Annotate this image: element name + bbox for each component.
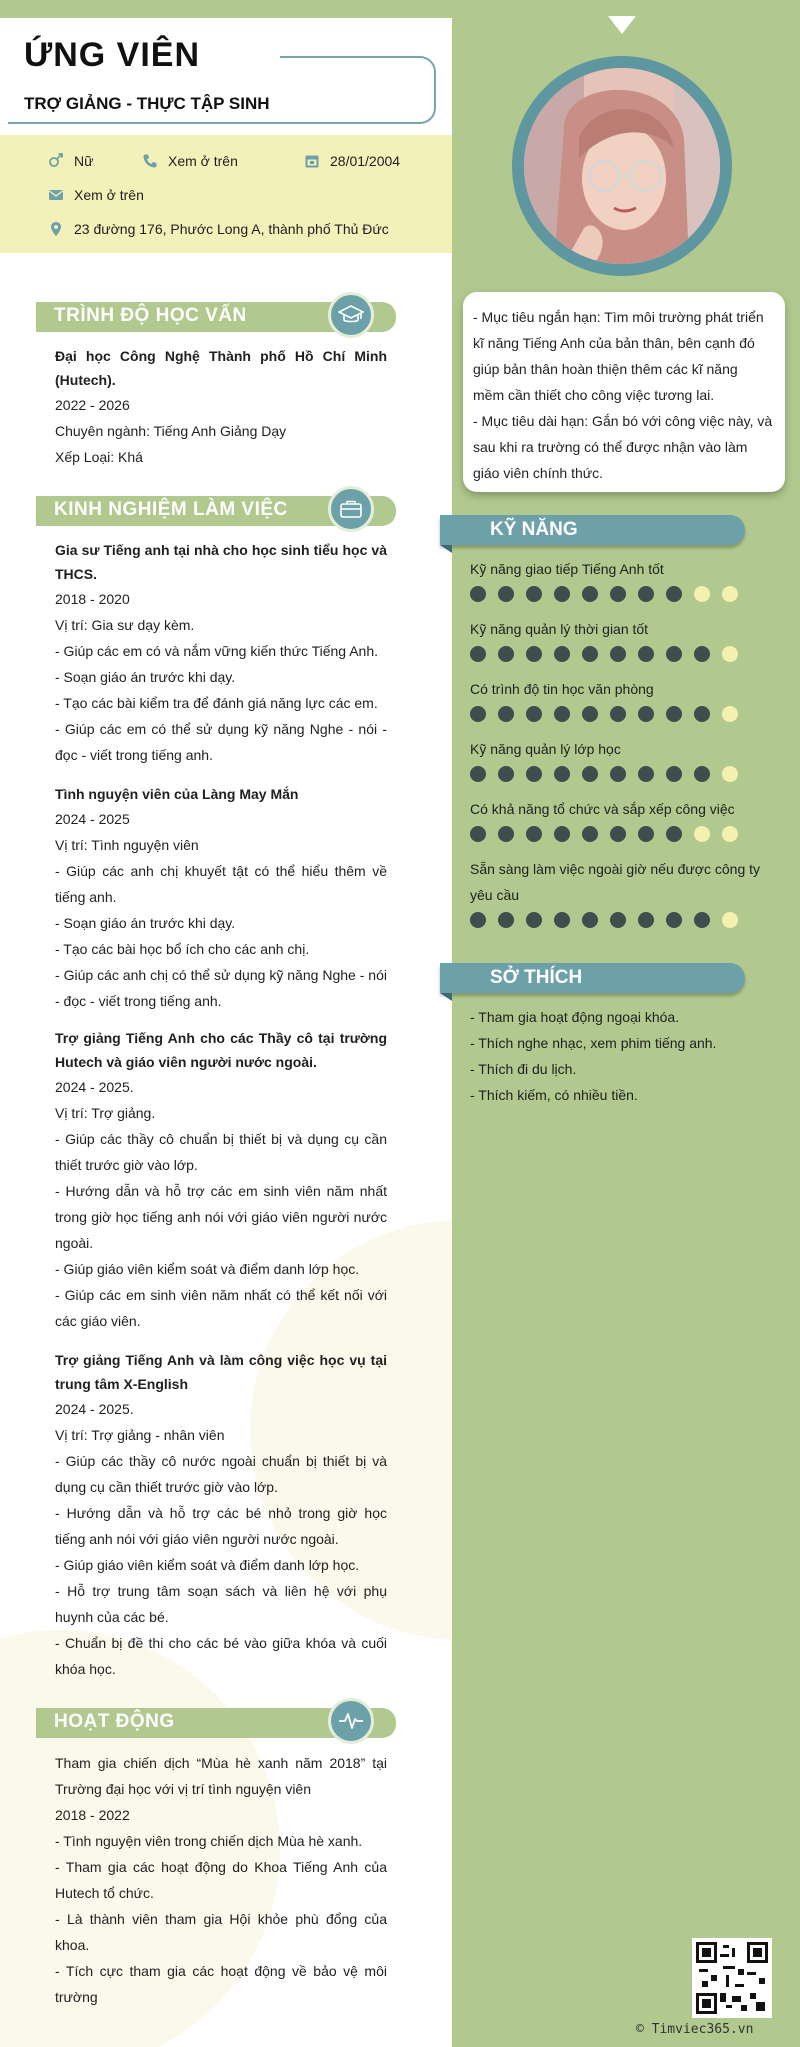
rating-dot-filled <box>666 766 682 782</box>
rating-dot-filled <box>470 706 486 722</box>
rating-dot-filled <box>638 706 654 722</box>
job-line: 2024 - 2025. <box>55 1079 134 1095</box>
top-bar <box>0 0 452 18</box>
address-text: 23 đường 176, Phước Long A, thành phố Thủ Đức <box>74 221 389 237</box>
rating-dot-filled <box>582 766 598 782</box>
rating-dot-filled <box>666 586 682 602</box>
education-heading-label: TRÌNH ĐỘ HỌC VẤN <box>54 305 247 326</box>
rating-dot-filled <box>666 706 682 722</box>
job-line: Vị trí: Trợ giảng - nhân viên <box>55 1427 225 1443</box>
rating-dot-filled <box>470 766 486 782</box>
activity-line: - Tích cực tham gia các hoạt động về bảo vệ môi trường <box>55 1963 387 2005</box>
job-line: Vị trí: Tình nguyện viên <box>55 837 199 853</box>
rating-dot-filled <box>554 646 570 662</box>
job-line: - Giúp các anh chị có thể sử dụng kỹ năng Nghe - nói - đọc - viết trong tiếng anh. <box>55 967 387 1009</box>
hobbies-heading-label: SỞ THÍCH <box>490 967 583 988</box>
phone-item <box>142 153 238 169</box>
email-item <box>48 187 144 203</box>
activity-line: Tham gia chiến dịch “Mùa hè xanh năm 2018” tại Trường đại học với vị trí tình nguyện viên <box>55 1755 387 1797</box>
gender-icon <box>48 153 64 169</box>
activities-heading <box>36 1708 396 1738</box>
rating-dot-filled <box>638 646 654 662</box>
experience-job <box>55 1026 387 1334</box>
rating-dot-filled <box>526 912 542 928</box>
gender-item <box>48 153 93 169</box>
rating-dot-filled <box>638 912 654 928</box>
rating-dot-filled <box>498 706 514 722</box>
objective-line: kĩ năng Tiếng Anh của bản thân, bên cạnh đó <box>473 335 755 351</box>
job-line: Vị trí: Trợ giảng. <box>55 1105 156 1121</box>
rating-dot-filled <box>526 766 542 782</box>
rating-dot-filled <box>554 706 570 722</box>
skill-label: Có trình độ tin học văn phòng <box>470 681 654 697</box>
rating-dot-filled <box>526 826 542 842</box>
rating-dot-filled <box>610 766 626 782</box>
rating-dot-filled <box>666 646 682 662</box>
rating-dot-filled <box>554 826 570 842</box>
hobbies-list <box>470 1004 716 1108</box>
activity-line: - Tình nguyện viên trong chiến dịch Mùa hè xanh. <box>55 1833 363 1849</box>
skill-item <box>470 556 770 602</box>
experience-heading <box>36 496 396 526</box>
email-icon <box>48 187 64 203</box>
education-block <box>55 344 387 470</box>
rating-dot-filled <box>554 912 570 928</box>
profile-photo <box>524 68 720 264</box>
rating-dot-empty <box>722 766 738 782</box>
activities-block <box>55 1750 387 2010</box>
school-name: Đại học Công Nghệ Thành phố Hồ Chí Minh (Hutech). <box>55 348 387 388</box>
job-line: 2018 - 2020 <box>55 591 130 607</box>
rating-dot-filled <box>638 826 654 842</box>
skill-label: Kỹ năng quản lý thời gian tốt <box>470 621 649 637</box>
rating-dot-filled <box>526 586 542 602</box>
job-line: - Tạo các bài học bổ ích cho các anh chị. <box>55 941 310 957</box>
rating-dot-filled <box>582 912 598 928</box>
rating-dot-filled <box>582 706 598 722</box>
rating-dot-filled <box>610 646 626 662</box>
job-title-4: Trợ giảng Tiếng Anh và làm công việc học vụ tại trung tâm X-English <box>55 1352 387 1392</box>
job-line: Vị trí: Gia sư dạy kèm. <box>55 617 195 633</box>
gender-text: Nữ <box>74 153 94 169</box>
dob-text: 28/01/2004 <box>330 153 401 169</box>
skill-rating <box>470 826 770 842</box>
hobby-item: - Thích đi du lịch. <box>470 1061 577 1077</box>
phone-icon <box>142 153 158 169</box>
contact-info <box>0 135 452 253</box>
rating-dot-empty <box>694 586 710 602</box>
right-column-bg-lower <box>452 1220 800 2047</box>
skill-label: Kỹ năng quản lý lớp học <box>470 741 621 757</box>
job-line: 2024 - 2025. <box>55 1401 134 1417</box>
rating-dot-filled <box>498 646 514 662</box>
calendar-icon <box>304 153 320 169</box>
rating-dot-filled <box>554 586 570 602</box>
qr-code <box>692 1938 772 2018</box>
activity-line: - Tham gia các hoạt động do Khoa Tiếng Anh của Hutech tổ chức. <box>55 1859 387 1901</box>
rating-dot-filled <box>470 826 486 842</box>
skill-rating <box>470 912 770 928</box>
job-line: - Hướng dẫn và hỗ trợ các em sinh viên năm nhất trong giờ học tiếng anh nói với giáo viên người nước ngoài. <box>55 1183 387 1251</box>
rating-dot-filled <box>470 912 486 928</box>
rating-dot-filled <box>638 586 654 602</box>
rating-dot-filled <box>666 826 682 842</box>
skill-rating <box>470 646 770 662</box>
rating-dot-filled <box>470 586 486 602</box>
objective-line: mềm cần thiết cho công việc tương lai. <box>473 387 715 403</box>
job-title-2: Tình nguyện viên của Làng May Mắn <box>55 786 299 802</box>
rating-dot-filled <box>498 766 514 782</box>
email-text: Xem ở trên <box>74 187 144 203</box>
skill-item <box>470 796 770 842</box>
job-line: - Giúp các thầy cô chuẩn bị thiết bị và dụng cụ cần thiết trước giờ vào lớp. <box>55 1131 387 1173</box>
hobby-item: - Thích kiếm, có nhiều tiền. <box>470 1087 638 1103</box>
rating-dot-filled <box>610 706 626 722</box>
candidate-name: ỨNG VIÊN <box>24 36 201 74</box>
rating-dot-empty <box>722 706 738 722</box>
skill-rating <box>470 586 770 602</box>
job-line: - Giúp các em có thể sử dụng kỹ năng Nghe - nói - đọc - viết trong tiếng anh. <box>55 721 387 763</box>
rating-dot-filled <box>694 706 710 722</box>
skills-heading-label: KỸ NĂNG <box>490 519 578 540</box>
skill-rating <box>470 766 770 782</box>
job-line: - Giúp giáo viên kiểm soát và điểm danh lớp học. <box>55 1261 360 1277</box>
skill-item <box>470 856 770 928</box>
rating-dot-filled <box>694 912 710 928</box>
activity-line: 2018 - 2022 <box>55 1807 130 1823</box>
education-major: Chuyên ngành: Tiếng Anh Giảng Dạy <box>55 423 287 439</box>
job-line: - Giúp giáo viên kiểm soát và điểm danh lớp học. <box>55 1557 360 1573</box>
rating-dot-filled <box>694 766 710 782</box>
rating-dot-filled <box>666 912 682 928</box>
rating-dot-filled <box>638 766 654 782</box>
objective-line: sau khi ra trường có thể được nhận vào làm <box>473 439 748 455</box>
job-line: - Hỗ trợ trung tâm soạn sách và liên hệ với phụ huynh của các bé. <box>55 1583 387 1625</box>
education-grade: Xếp Loại: Khá <box>55 449 143 465</box>
hobby-item: - Tham gia hoạt động ngoại khóa. <box>470 1009 680 1025</box>
job-line: - Hướng dẫn và hỗ trợ các bé nhỏ trong giờ học tiếng anh nói với giáo viên người nước ngoài. <box>55 1505 387 1547</box>
rating-dot-empty <box>722 826 738 842</box>
activity-line: - Là thành viên tham gia Hội khỏe phù đổng của khoa. <box>55 1911 387 1953</box>
rating-dot-filled <box>526 706 542 722</box>
job-title: TRỢ GIẢNG - THỰC TẬP SINH <box>24 94 270 113</box>
avatar <box>512 56 732 276</box>
rating-dot-empty <box>694 826 710 842</box>
rating-dot-filled <box>526 646 542 662</box>
skill-item <box>470 736 770 782</box>
objective-line: - Mục tiêu ngắn hạn: Tìm môi trường phát triển <box>473 309 764 325</box>
skill-label: Kỹ năng giao tiếp Tiếng Anh tốt <box>470 561 664 577</box>
rating-dot-filled <box>582 586 598 602</box>
activities-heading-label: HOẠT ĐỘNG <box>54 1711 175 1732</box>
experience-job <box>55 538 387 768</box>
education-years: 2022 - 2026 <box>55 397 130 413</box>
education-heading <box>36 302 396 332</box>
hobbies-heading <box>440 963 745 993</box>
rating-dot-empty <box>722 586 738 602</box>
objective-line: giáo viên chính thức. <box>473 465 604 481</box>
rating-dot-filled <box>498 826 514 842</box>
experience-heading-label: KINH NGHIỆM LÀM VIỆC <box>54 499 288 520</box>
objective-line: giúp bản thân hoàn thiện thêm các kĩ năng <box>473 361 738 377</box>
job-line: - Giúp các em sinh viên năm nhất có thể kết nối với các giáo viên. <box>55 1287 387 1329</box>
address-item <box>48 221 389 237</box>
job-line: - Soạn giáo án trước khi dạy. <box>55 915 236 931</box>
rating-dot-filled <box>498 912 514 928</box>
job-line: - Giúp các anh chị khuyết tật có thể hiểu thêm về tiếng anh. <box>55 863 387 905</box>
experience-job <box>55 782 387 1014</box>
briefcase-icon <box>328 486 374 532</box>
job-line: - Chuẩn bị đề thi cho các bé vào giữa khóa và cuối khóa học. <box>55 1635 387 1677</box>
notch-decoration <box>608 16 636 34</box>
rating-dot-filled <box>470 646 486 662</box>
phone-text: Xem ở trên <box>168 153 238 169</box>
skill-label: Có khả năng tổ chức và sắp xếp công việc <box>470 801 735 817</box>
copyright: © Timviec365.vn <box>636 2022 754 2037</box>
rating-dot-filled <box>610 826 626 842</box>
hobby-item: - Thích nghe nhạc, xem phim tiếng anh. <box>470 1035 717 1051</box>
graduation-cap-icon <box>328 292 374 338</box>
rating-dot-filled <box>498 586 514 602</box>
job-line: - Giúp các em có và nắm vững kiến thức Tiếng Anh. <box>55 643 379 659</box>
experience-job <box>55 1348 387 1682</box>
job-line: - Soạn giáo án trước khi dạy. <box>55 669 236 685</box>
skills-heading <box>440 515 745 545</box>
rating-dot-filled <box>610 586 626 602</box>
rating-dot-filled <box>582 826 598 842</box>
job-line: - Tạo các bài kiểm tra để đánh giá năng lực các em. <box>55 695 378 711</box>
rating-dot-filled <box>554 766 570 782</box>
job-line: 2024 - 2025 <box>55 811 130 827</box>
rating-dot-filled <box>582 646 598 662</box>
skill-label: Sẵn sàng làm việc ngoài giờ nếu được công ty yêu cầu <box>470 861 761 903</box>
objective-line: - Mục tiêu dài hạn: Gắn bó với công việc này, và <box>473 413 773 429</box>
career-objective <box>463 292 785 492</box>
skill-item <box>470 616 770 662</box>
location-pin-icon <box>48 221 64 237</box>
skill-rating <box>470 706 770 722</box>
skill-item <box>470 676 770 722</box>
job-title-1: Gia sư Tiếng anh tại nhà cho học sinh tiểu học và THCS. <box>55 542 387 582</box>
rating-dot-empty <box>722 646 738 662</box>
rating-dot-empty <box>722 912 738 928</box>
rating-dot-filled <box>694 646 710 662</box>
rating-dot-filled <box>610 912 626 928</box>
pulse-icon <box>328 1698 374 1744</box>
dob-item <box>304 153 400 169</box>
job-line: - Giúp các thầy cô nước ngoài chuẩn bị thiết bị và dụng cụ cần thiết trước giờ vào lớp. <box>55 1453 387 1495</box>
job-title-3: Trợ giảng Tiếng Anh cho các Thầy cô tại trường Hutech và giáo viên người nước ngoài. <box>55 1030 387 1070</box>
